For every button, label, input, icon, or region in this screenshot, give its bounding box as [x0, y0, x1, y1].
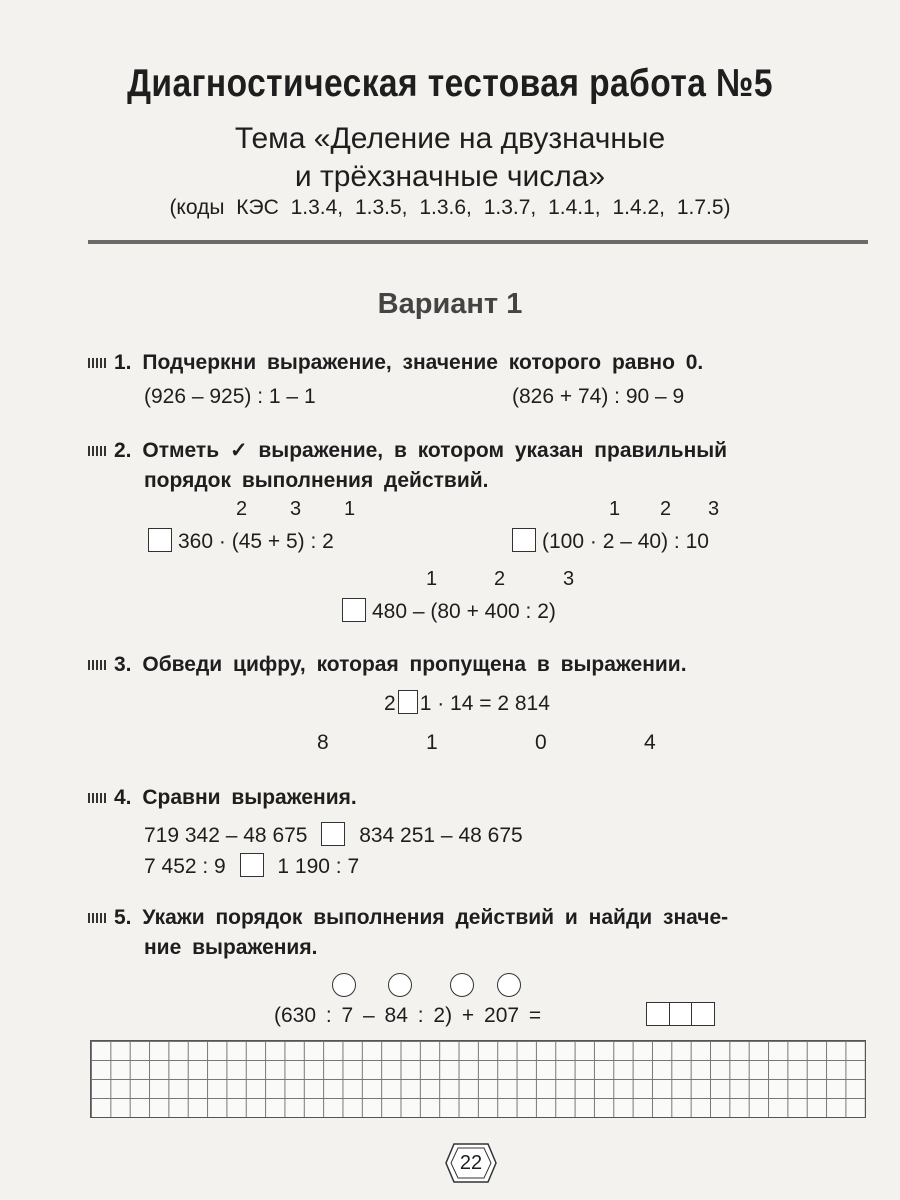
- task-5-question: [88, 903, 878, 933]
- task-1-question: [88, 348, 878, 378]
- expression-right: 1 · 14 = 2 814: [419, 692, 550, 715]
- page-number: [444, 1140, 498, 1186]
- order-number: 3: [563, 568, 575, 590]
- order-number: 1: [426, 568, 438, 590]
- compare-sign-box[interactable]: [240, 853, 264, 877]
- task-4-row-2: [144, 853, 359, 879]
- task-number: 5.: [114, 906, 132, 929]
- task-1-expression-a[interactable]: (926 – 925) : 1 – 1: [144, 385, 316, 408]
- order-number: 3: [708, 498, 720, 520]
- page-number-text: 22: [459, 1152, 483, 1174]
- task-3-text: Обведи цифру, которая пропущена в выражении.: [142, 653, 687, 676]
- task-2-text-line-1: Отметь ✓ выражение, в котором указан правильный: [142, 439, 728, 462]
- task-number: 4.: [114, 786, 132, 809]
- order-number: 1: [609, 498, 621, 520]
- topic: [0, 120, 900, 196]
- checkbox-c[interactable]: [342, 598, 366, 622]
- task-2-expression-a: 360 · (45 + 5) : 2: [178, 530, 334, 553]
- task-bullet-icon: [88, 358, 108, 368]
- answer-boxes[interactable]: [646, 1002, 714, 1026]
- grid-workspace[interactable]: [90, 1040, 866, 1118]
- digit-option[interactable]: 8: [317, 731, 329, 754]
- task-bullet-icon: [88, 446, 108, 456]
- divider: [88, 240, 868, 244]
- task-bullet-icon: [88, 913, 108, 923]
- checkbox-a[interactable]: [148, 528, 172, 552]
- page-title: Диагностическая тестовая работа №5: [127, 62, 773, 105]
- task-4-row-1: [144, 822, 523, 848]
- compare-sign-box[interactable]: [321, 822, 345, 846]
- topic-line-1: Тема «Деление на двузначные: [234, 122, 666, 155]
- task-2-text-line-2: порядок выполнения действий.: [144, 469, 489, 492]
- order-number: 1: [344, 498, 356, 520]
- kes-codes: (коды КЭС 1.3.4, 1.3.5, 1.3.6, 1.3.7, 1.4.1, 1.4.2, 1.7.5): [169, 196, 731, 219]
- task-5-expression: (630 : 7 – 84 : 2) + 207 =: [274, 1004, 542, 1027]
- answer-digit-box[interactable]: [691, 1002, 715, 1026]
- order-circle[interactable]: [497, 973, 521, 997]
- task-2-expression-b: (100 · 2 – 40) : 10: [542, 530, 709, 553]
- order-number: 2: [660, 498, 672, 520]
- digit-option[interactable]: 1: [426, 731, 438, 754]
- missing-digit-box[interactable]: [398, 690, 418, 714]
- digit-option[interactable]: 4: [644, 731, 656, 754]
- task-number: 1.: [114, 351, 132, 374]
- variant-heading: Вариант 1: [377, 288, 523, 320]
- task-4-question: [88, 783, 878, 813]
- compare-right: 834 251 – 48 675: [359, 824, 523, 847]
- order-circle[interactable]: [450, 973, 474, 997]
- task-3-question: [88, 650, 878, 680]
- checkbox-b[interactable]: [512, 528, 536, 552]
- task-5-text-line-2: ние выражения.: [144, 936, 318, 959]
- task-2-option-a: [148, 528, 334, 554]
- order-number: 2: [236, 498, 248, 520]
- task-3-expression: [384, 690, 550, 716]
- compare-left: 7 452 : 9: [144, 855, 226, 878]
- order-number: 2: [494, 568, 506, 590]
- task-bullet-icon: [88, 660, 108, 670]
- topic-line-2: и трёхзначные числа»: [294, 160, 606, 193]
- task-1-expression-b[interactable]: (826 + 74) : 90 – 9: [512, 385, 685, 408]
- task-number: 3.: [114, 653, 132, 676]
- answer-digit-box[interactable]: [646, 1002, 670, 1026]
- task-2-option-b: [512, 528, 709, 554]
- task-5-text-line-1: Укажи порядок выполнения действий и найди значе-: [142, 906, 729, 929]
- order-circle[interactable]: [388, 973, 412, 997]
- expression-left: 2: [384, 692, 396, 715]
- task-4: [88, 783, 878, 813]
- order-circle[interactable]: [332, 973, 356, 997]
- answer-digit-box[interactable]: [669, 1002, 693, 1026]
- task-2-question: [88, 436, 878, 466]
- task-5: [88, 903, 878, 963]
- compare-left: 719 342 – 48 675: [144, 824, 308, 847]
- order-number: 3: [290, 498, 302, 520]
- task-1: [88, 348, 878, 378]
- task-number: 2.: [114, 439, 132, 462]
- digit-option[interactable]: 0: [535, 731, 547, 754]
- task-bullet-icon: [88, 793, 108, 803]
- compare-right: 1 190 : 7: [277, 855, 360, 878]
- task-2: [88, 436, 878, 496]
- task-3: [88, 650, 878, 680]
- task-2-expression-c: 480 – (80 + 400 : 2): [372, 600, 556, 623]
- task-4-text: Сравни выражения.: [142, 786, 357, 809]
- task-1-text: Подчеркни выражение, значение которого равно 0.: [142, 351, 704, 374]
- task-2-option-c: [342, 598, 556, 624]
